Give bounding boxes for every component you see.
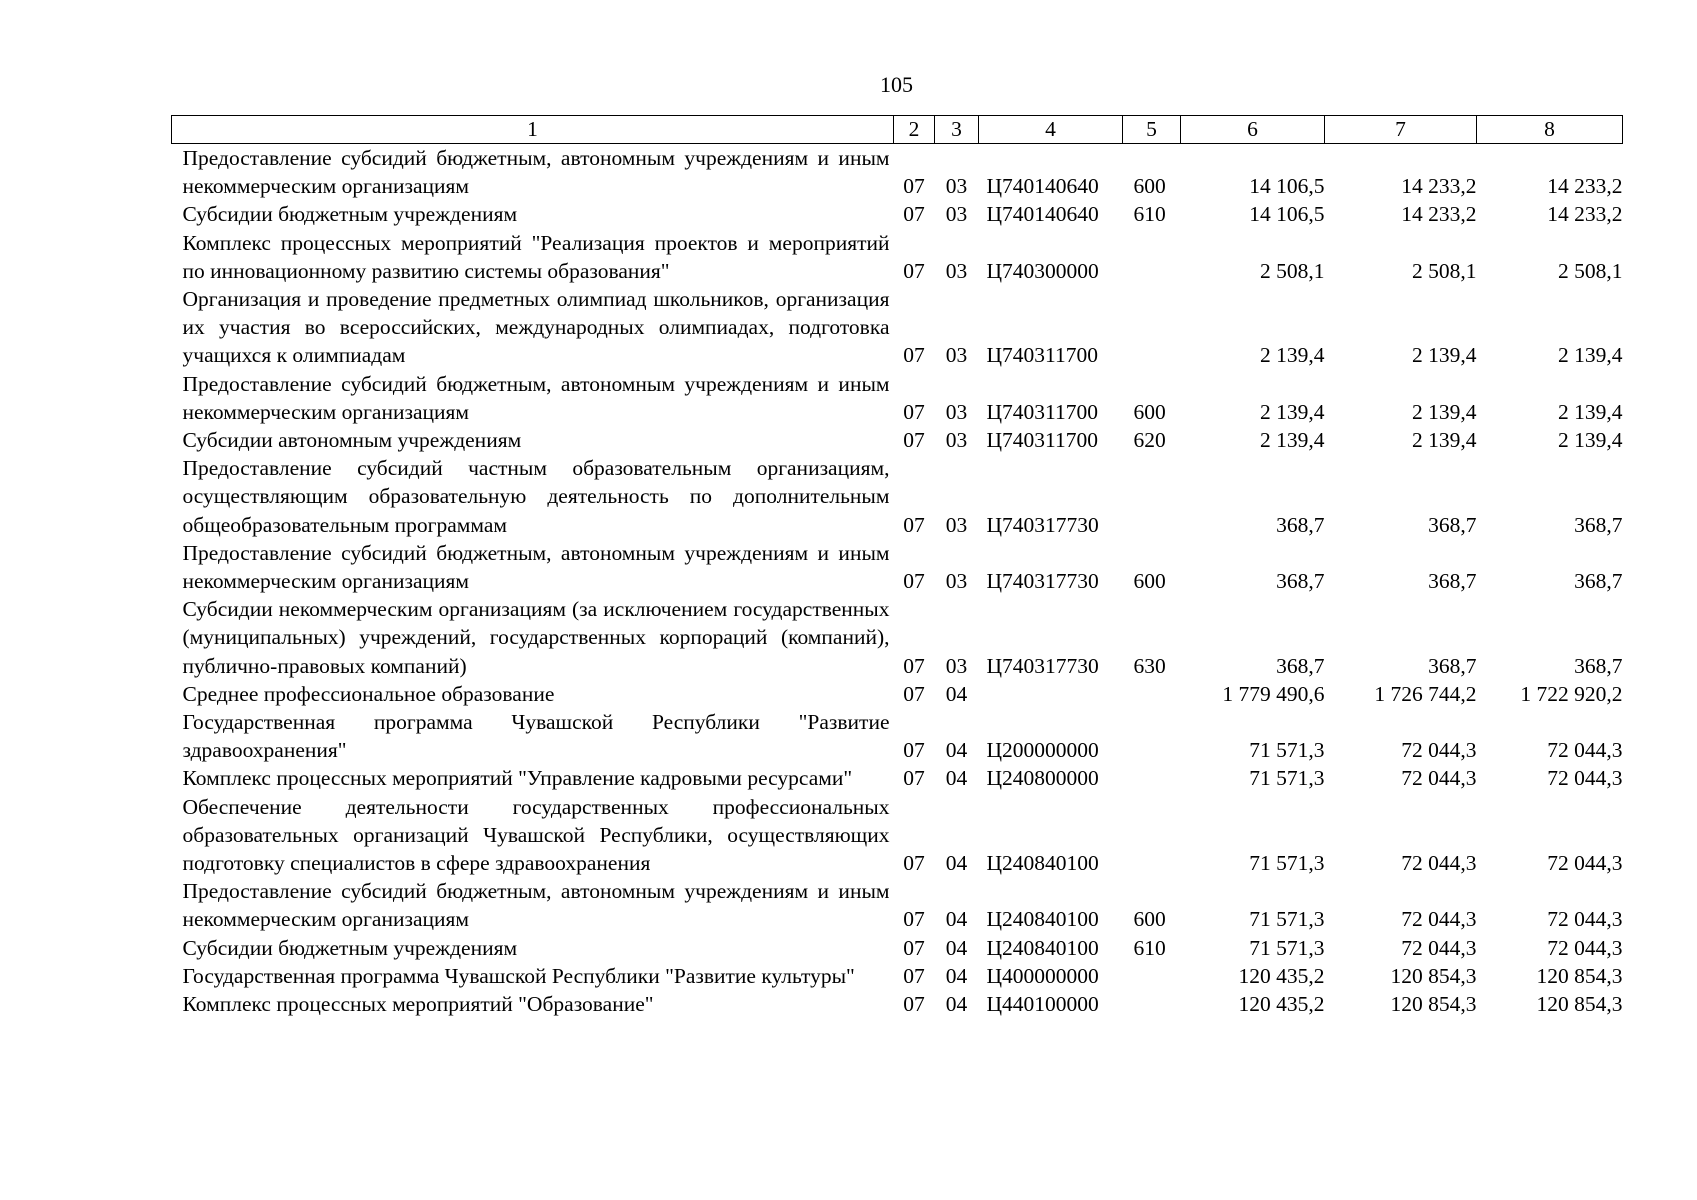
row-target-article: [979, 680, 1123, 708]
row-value-3: 2 139,4: [1558, 399, 1623, 424]
row-value-3: 2 139,4: [1558, 428, 1623, 453]
row-subsection: 03: [945, 428, 968, 453]
row-value-3: 2 139,4: [1558, 343, 1623, 368]
table-row: [172, 708, 1623, 764]
header-col-8: 8: [1477, 116, 1623, 144]
row-name: Комплекс процессных мероприятий "Образование": [182, 992, 654, 1017]
row-section: 07: [903, 766, 925, 791]
row-value-2: 14 233,2: [1401, 174, 1477, 199]
row-target-article: Ц240840100: [986, 935, 1099, 960]
row-value-3: 368,7: [1574, 653, 1623, 678]
row-name: Среднее профессиональное образование: [182, 681, 555, 706]
table-row: [172, 962, 1623, 990]
row-expense-type: 610: [1133, 202, 1166, 227]
row-subsection: 03: [945, 653, 968, 678]
row-subsection: 03: [945, 512, 968, 537]
row-value-1: 368,7: [1276, 569, 1325, 594]
row-value-2: 2 139,4: [1412, 343, 1477, 368]
row-expense-type: [1123, 229, 1181, 285]
row-subsection: 03: [945, 399, 968, 424]
page-number: 105: [880, 72, 913, 97]
row-value-1: 120 435,2: [1238, 992, 1325, 1017]
row-value-2: 368,7: [1428, 653, 1477, 678]
row-subsection: 03: [945, 202, 968, 227]
row-value-1: 2 139,4: [1260, 343, 1325, 368]
row-name: Субсидии бюджетным учреждениям: [182, 202, 518, 227]
row-subsection: 03: [945, 258, 968, 283]
row-expense-type: [1123, 793, 1181, 878]
row-expense-type: [1123, 962, 1181, 990]
row-section: 07: [903, 512, 925, 537]
row-name: Субсидии бюджетным учреждениям: [182, 935, 518, 960]
row-target-article: Ц740300000: [986, 258, 1099, 283]
row-value-3: 14 233,2: [1547, 202, 1623, 227]
row-value-3: 72 044,3: [1547, 907, 1623, 932]
row-target-article: Ц740140640: [986, 202, 1099, 227]
row-target-article: Ц200000000: [986, 738, 1099, 763]
row-expense-type: 620: [1133, 428, 1166, 453]
row-expense-type: [1123, 708, 1181, 764]
row-subsection: 03: [945, 174, 968, 199]
row-name: Обеспечение деятельности государственных профессиональных образовательных организаций Чувашской Республики, осуществляющих подготовку специалистов в сфере здравоохранения: [182, 794, 890, 876]
row-name: Предоставление субсидий бюджетным, автономным учреждениям и иным некоммерческим организациям: [182, 879, 890, 932]
row-value-2: 72 044,3: [1401, 907, 1477, 932]
table-row: [172, 680, 1623, 708]
row-value-1: 368,7: [1276, 512, 1325, 537]
row-expense-type: [1123, 285, 1181, 370]
row-target-article: Ц240840100: [986, 907, 1099, 932]
row-expense-type: [1123, 680, 1181, 708]
row-subsection: 04: [945, 681, 968, 706]
row-section: 07: [903, 851, 925, 876]
row-expense-type: 630: [1133, 653, 1166, 678]
row-section: 07: [903, 963, 925, 988]
row-value-2: 368,7: [1428, 569, 1477, 594]
row-name: Предоставление субсидий бюджетным, автономным учреждениям и иным некоммерческим организациям: [182, 146, 890, 199]
row-section: 07: [903, 907, 925, 932]
header-col-1: 1: [172, 116, 894, 144]
row-value-3: 72 044,3: [1547, 851, 1623, 876]
row-section: 07: [903, 738, 925, 763]
table-row: [172, 285, 1623, 370]
row-value-1: 2 139,4: [1260, 399, 1325, 424]
row-value-1: 368,7: [1276, 653, 1325, 678]
row-subsection: 04: [945, 738, 968, 763]
row-subsection: 03: [945, 343, 968, 368]
table-row: [172, 595, 1623, 680]
header-col-6: 6: [1181, 116, 1325, 144]
row-section: 07: [903, 258, 925, 283]
row-target-article: Ц740317730: [986, 512, 1099, 537]
row-value-3: 368,7: [1574, 569, 1623, 594]
row-section: 07: [903, 399, 925, 424]
row-target-article: Ц740311700: [986, 343, 1098, 368]
row-value-2: 2 139,4: [1412, 399, 1477, 424]
row-name: Государственная программа Чувашской Республики "Развитие здравоохранения": [182, 710, 890, 763]
row-value-1: 71 571,3: [1249, 738, 1325, 763]
row-subsection: 04: [945, 992, 968, 1017]
table-row: [172, 229, 1623, 285]
row-subsection: 03: [945, 569, 968, 594]
row-expense-type: 600: [1133, 174, 1166, 199]
row-expense-type: [1123, 990, 1181, 1018]
row-value-2: 72 044,3: [1401, 851, 1477, 876]
row-section: 07: [903, 174, 925, 199]
table-row: [172, 454, 1623, 539]
row-subsection: 04: [945, 907, 968, 932]
row-target-article: Ц740311700: [986, 399, 1098, 424]
row-value-2: 72 044,3: [1401, 738, 1477, 763]
row-section: 07: [903, 428, 925, 453]
table-body: [172, 144, 1623, 1019]
row-subsection: 04: [945, 766, 968, 791]
row-name: Государственная программа Чувашской Республики "Развитие культуры": [182, 963, 855, 988]
row-section: 07: [903, 569, 925, 594]
row-value-3: 2 508,1: [1558, 258, 1623, 283]
row-target-article: Ц740311700: [986, 428, 1098, 453]
row-section: 07: [903, 343, 925, 368]
header-col-2: 2: [894, 116, 935, 144]
row-value-3: 1 722 920,2: [1520, 681, 1623, 706]
row-name: Предоставление субсидий частным образовательным организациям, осуществляющим образовательную деятельность по дополнительным общеобразовательным программам: [182, 456, 890, 537]
row-name: Комплекс процессных мероприятий "Управление кадровыми ресурсами": [182, 766, 853, 791]
row-expense-type: 610: [1133, 935, 1166, 960]
table-row: [172, 793, 1623, 878]
row-name: Комплекс процессных мероприятий "Реализация проектов и мероприятий по инновационному развитию системы образования": [182, 230, 890, 283]
row-section: 07: [903, 653, 925, 678]
table-row: [172, 539, 1623, 595]
row-value-1: 120 435,2: [1238, 963, 1325, 988]
row-name: Предоставление субсидий бюджетным, автономным учреждениям и иным некоммерческим организациям: [182, 371, 890, 424]
row-value-2: 72 044,3: [1401, 935, 1477, 960]
row-subsection: 04: [945, 851, 968, 876]
row-section: 07: [903, 935, 925, 960]
row-expense-type: 600: [1133, 569, 1166, 594]
row-value-2: 14 233,2: [1401, 202, 1477, 227]
row-target-article: Ц440100000: [986, 992, 1099, 1017]
row-expense-type: [1123, 454, 1181, 539]
row-name: Субсидии автономным учреждениям: [182, 428, 522, 453]
row-value-2: 120 854,3: [1390, 963, 1477, 988]
table-row: [172, 200, 1623, 228]
row-value-3: 120 854,3: [1536, 992, 1623, 1017]
row-name: Организация и проведение предметных олимпиад школьников, организация их участия во всероссийских, международных олимпиадах, подготовка учащихся к олимпиадам: [182, 287, 890, 368]
header-col-7: 7: [1325, 116, 1477, 144]
row-value-3: 120 854,3: [1536, 963, 1623, 988]
row-value-2: 120 854,3: [1390, 992, 1477, 1017]
row-value-1: 14 106,5: [1249, 202, 1325, 227]
row-target-article: Ц400000000: [986, 963, 1099, 988]
header-col-4: 4: [979, 116, 1123, 144]
row-name: Субсидии некоммерческим организациям (за исключением государственных (муниципальных) учреждений, государственных корпораций (компаний), публично-правовых компаний): [182, 597, 890, 678]
row-target-article: Ц240800000: [986, 766, 1099, 791]
row-value-3: 72 044,3: [1547, 766, 1623, 791]
table-row: [172, 764, 1623, 792]
table-row: [172, 990, 1623, 1018]
row-value-1: 71 571,3: [1249, 766, 1325, 791]
row-expense-type: 600: [1133, 907, 1166, 932]
row-value-2: 2 508,1: [1412, 258, 1477, 283]
table-row: [172, 877, 1623, 933]
row-value-2: 72 044,3: [1401, 766, 1477, 791]
row-value-1: 2 508,1: [1260, 258, 1325, 283]
row-value-2: 1 726 744,2: [1374, 681, 1477, 706]
row-value-3: 72 044,3: [1547, 738, 1623, 763]
row-value-3: 14 233,2: [1547, 174, 1623, 199]
row-value-2: 2 139,4: [1412, 428, 1477, 453]
row-target-article: Ц740140640: [986, 174, 1099, 199]
header-row: [172, 116, 1623, 144]
row-target-article: Ц240840100: [986, 851, 1099, 876]
row-value-1: 2 139,4: [1260, 428, 1325, 453]
row-value-1: 14 106,5: [1249, 174, 1325, 199]
header-col-3: 3: [935, 116, 979, 144]
table-row: [172, 934, 1623, 962]
table-row: [172, 426, 1623, 454]
table-row: [172, 370, 1623, 426]
row-section: 07: [903, 992, 925, 1017]
row-value-1: 71 571,3: [1249, 851, 1325, 876]
row-subsection: 04: [945, 935, 968, 960]
row-subsection: 04: [945, 963, 968, 988]
row-name: Предоставление субсидий бюджетным, автономным учреждениям и иным некоммерческим организациям: [182, 540, 890, 594]
row-value-1: 71 571,3: [1249, 907, 1325, 932]
row-value-2: 368,7: [1428, 512, 1477, 537]
row-section: 07: [903, 202, 925, 227]
table-row: [172, 144, 1623, 201]
row-section: 07: [903, 681, 925, 706]
row-value-3: 368,7: [1574, 512, 1623, 537]
row-target-article: Ц740317730: [986, 569, 1099, 594]
row-expense-type: 600: [1133, 399, 1166, 424]
row-target-article: Ц740317730: [986, 653, 1099, 678]
header-col-5: 5: [1123, 116, 1181, 144]
row-value-1: 71 571,3: [1249, 935, 1325, 960]
budget-table: [171, 115, 1623, 1018]
row-expense-type: [1123, 764, 1181, 792]
row-value-1: 1 779 490,6: [1222, 681, 1325, 706]
table-header: [172, 116, 1623, 144]
row-value-3: 72 044,3: [1547, 935, 1623, 960]
